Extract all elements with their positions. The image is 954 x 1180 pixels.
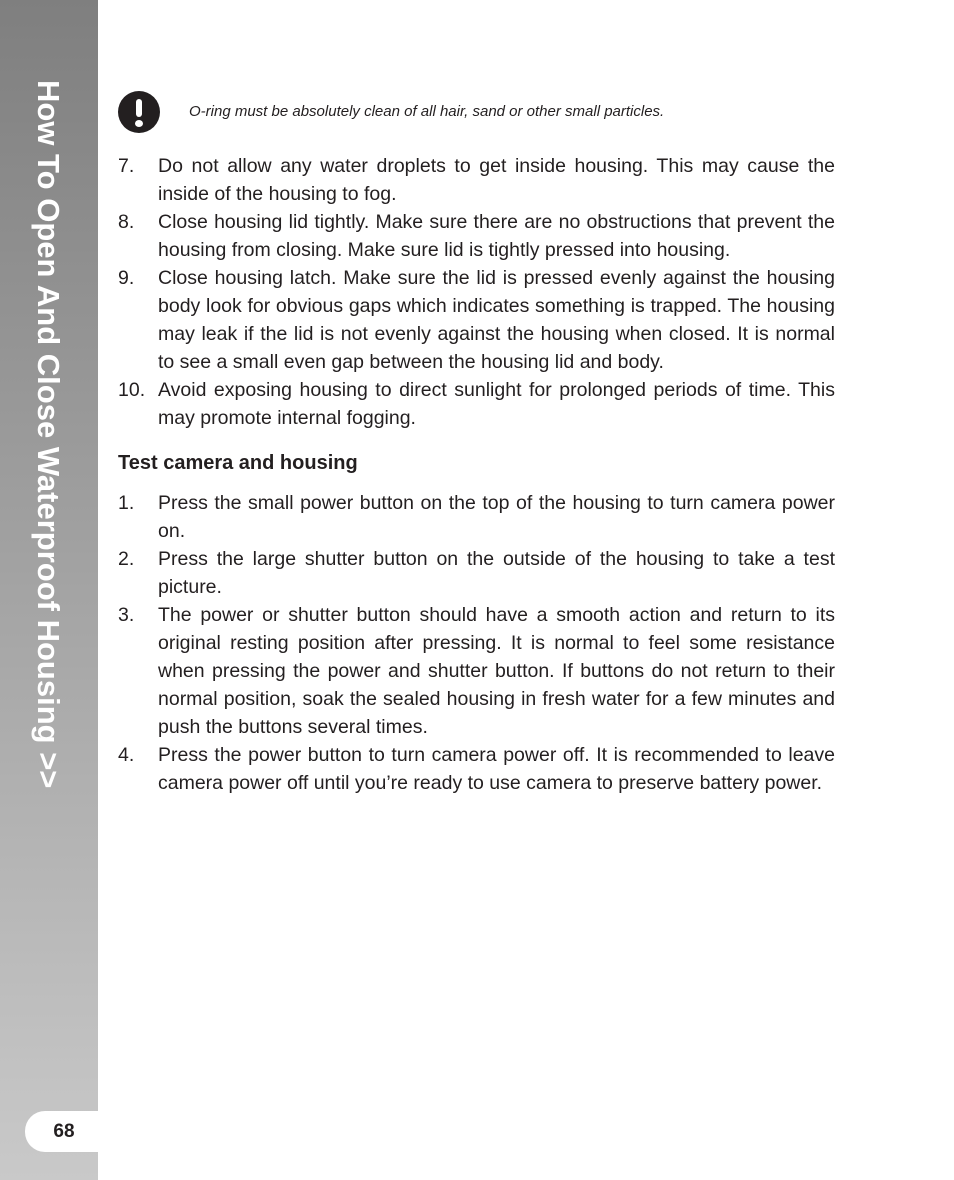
- page-number: 68: [53, 1121, 75, 1142]
- step-text: Press the small power button on the top of the housing to turn camera power on.: [158, 492, 835, 542]
- list-item: [118, 152, 835, 208]
- exclamation-bar: [136, 99, 142, 117]
- step-number: 9.: [118, 267, 135, 289]
- step-number: 10.: [118, 379, 146, 401]
- caution-exclamation-icon: [118, 91, 160, 133]
- step-text: Close housing lid tightly. Make sure there are no obstructions that prevent the housing from closing. Make sure lid is tightly pressed into housing.: [158, 211, 835, 261]
- step-number: 1.: [118, 492, 135, 514]
- step-number: 4.: [118, 744, 135, 766]
- sidebar: [0, 0, 98, 1180]
- list-item: [118, 376, 835, 432]
- page-number-tab: [25, 1111, 98, 1152]
- exclamation-dot: [135, 120, 143, 127]
- list-item: [118, 489, 835, 545]
- step-text: Avoid exposing housing to direct sunlight for prolonged periods of time. This may promote internal fogging.: [158, 379, 835, 429]
- step-text: Press the large shutter button on the outside of the housing to take a test picture.: [158, 548, 835, 598]
- list-item: [118, 741, 835, 797]
- step-text: The power or shutter button should have a smooth action and return to its original resting position after pressing. It is normal to feel some resistance when pressing the power and shutter button. If buttons do not return to their normal position, soak the sealed housing in fresh water for a few minutes and push the buttons several times.: [158, 604, 835, 738]
- step-text: Press the power button to turn camera power off. It is recommended to leave camera power off until you’re ready to use camera to preserve battery power.: [158, 744, 835, 794]
- caution-note: O-ring must be absolutely clean of all hair, sand or other small particles.: [189, 103, 665, 120]
- step-text: Close housing latch. Make sure the lid is pressed evenly against the housing body look for obvious gaps which indicates something is trapped. The housing may leak if the lid is not evenly against the housing when closed. It is normal to see a small even gap between the housing lid and body.: [158, 267, 835, 373]
- list-item: [118, 601, 835, 741]
- step-text: Do not allow any water droplets to get inside housing. This may cause the inside of the housing to fog.: [158, 155, 835, 205]
- test-steps-list: [118, 489, 835, 797]
- list-item: [118, 208, 835, 264]
- step-number: 8.: [118, 211, 135, 233]
- housing-steps-list: [118, 152, 835, 432]
- step-number: 2.: [118, 548, 135, 570]
- list-item: [118, 264, 835, 376]
- sidebar-title: How To Open And Close Waterproof Housing >>: [31, 80, 66, 789]
- section-heading: Test camera and housing: [118, 452, 358, 474]
- step-number: 7.: [118, 155, 135, 177]
- step-number: 3.: [118, 604, 135, 626]
- list-item: [118, 545, 835, 601]
